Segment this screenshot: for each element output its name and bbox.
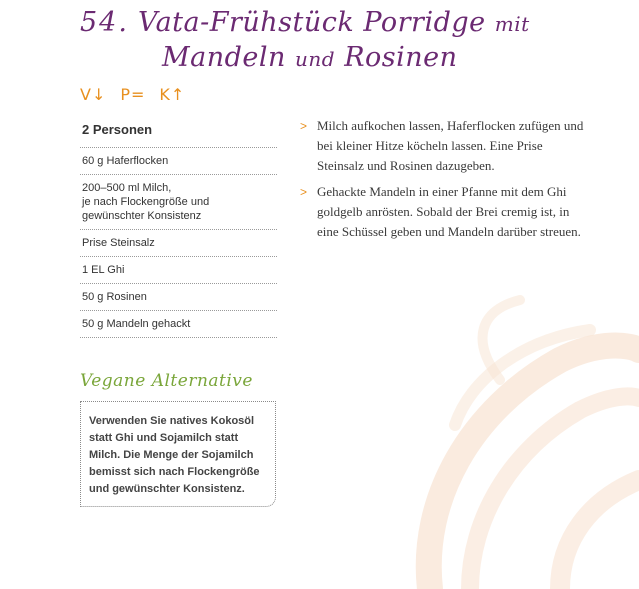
ingredient-item: Prise Steinsalz [80, 230, 277, 257]
recipe-title [80, 6, 635, 76]
dosha-kapha: K↑ [159, 84, 186, 104]
ingredient-item: 1 EL Ghi [80, 257, 277, 284]
step-item [300, 116, 590, 176]
step-text: Gehackte Mandeln in einer Pfanne mit dem Ghi goldgelb anrösten. Sobald der Brei cremig ist, in eine Schüssel geben und Mandeln darüber streuen. [317, 184, 581, 239]
vegan-alternative-box: Verwenden Sie natives Kokosöl statt Ghi und Sojamilch statt Milch. Die Menge der Sojamilch bemisst sich nach Flockengröße und gewünschter Konsistenz. [80, 401, 276, 507]
step-text: Milch aufkochen lassen, Haferflocken zufügen und bei kleiner Hitze köcheln lassen. Eine Prise Steinsalz und Rosinen dazugeben. [317, 118, 584, 173]
title-line2-small: und [295, 47, 336, 71]
ingredient-item: 60 g Haferflocken [80, 148, 277, 175]
title-line1-main: Vata-Frühstück Porridge [138, 7, 486, 38]
ingredient-item: 50 g Rosinen [80, 284, 277, 311]
step-marker-icon: > [300, 119, 308, 133]
step-marker-icon: > [300, 185, 308, 199]
title-line1-small: mit [494, 12, 530, 36]
dosha-indicators [80, 84, 185, 104]
ingredients-heading: 2 Personen [80, 118, 277, 148]
dosha-vata: V↓ [80, 84, 107, 104]
ingredients-list [80, 118, 277, 338]
ingredient-item: 50 g Mandeln gehackt [80, 311, 277, 338]
dosha-pitta: P= [120, 84, 146, 104]
step-item [300, 182, 590, 242]
ingredient-item: 200–500 ml Milch, je nach Flockengröße und gewünschter Konsistenz [80, 175, 277, 230]
recipe-number: 54. [80, 7, 129, 38]
title-line2-main: Mandeln [162, 42, 286, 73]
vegan-alternative-title: Vegane Alternative [80, 371, 253, 391]
preparation-steps [300, 116, 590, 248]
title-line2-end: Rosinen [344, 42, 458, 73]
